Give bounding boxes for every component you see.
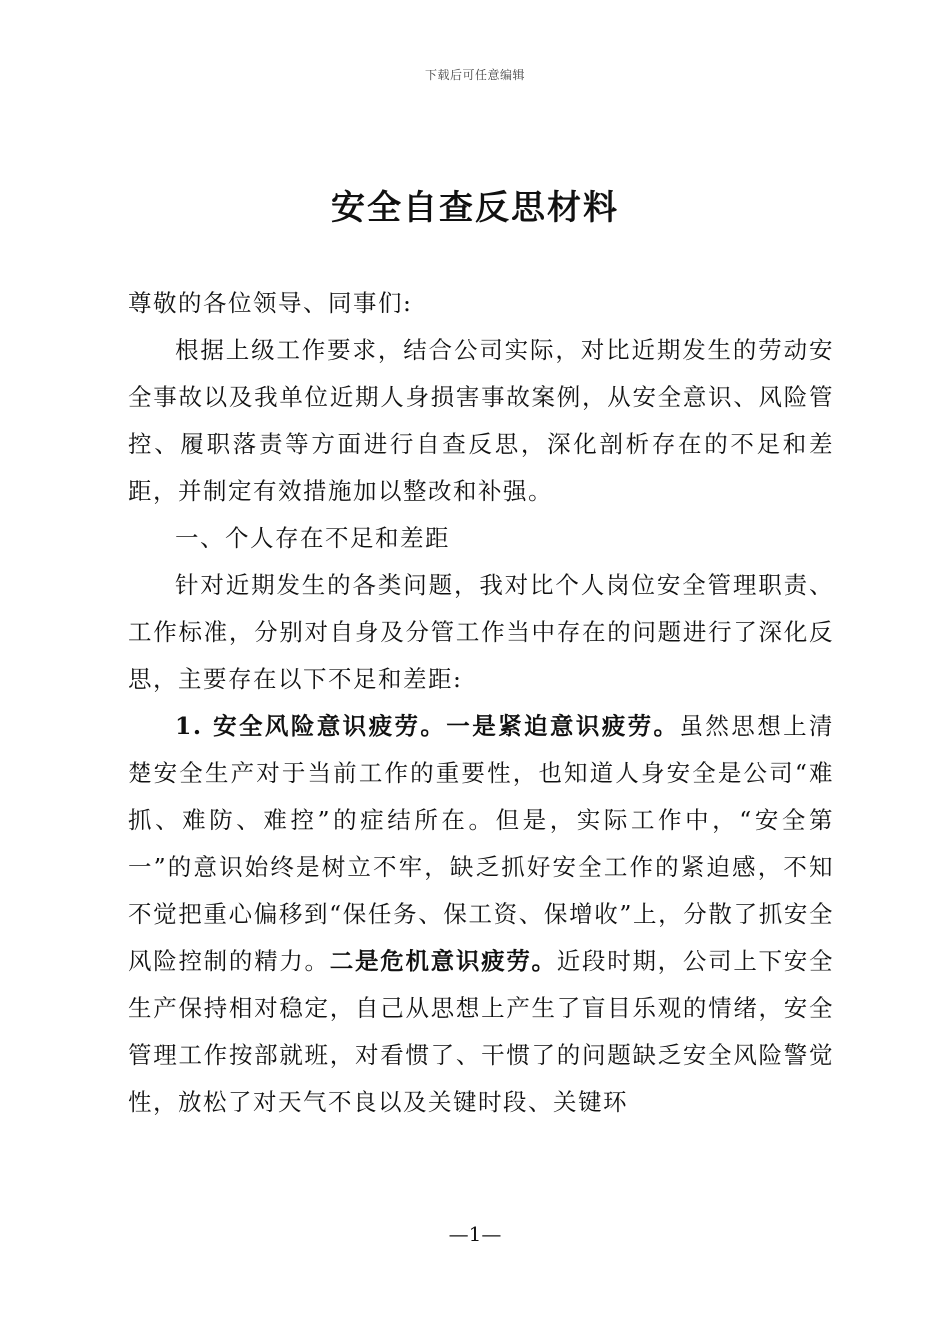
item-paragraph: [128, 703, 834, 1126]
document-body: [128, 280, 834, 1126]
sub-point-text-2: 近段时期，公司上下安全生产保持相对稳定，自己从思想上产生了盲目乐观的情绪，安全管理工作按部就班，对看惯了、干惯了的问题缺乏安全风险警觉性，放松了对天气不良以及关键时段、关键环: [128, 947, 835, 1116]
intro-paragraph: 根据上级工作要求，结合公司实际，对比近期发生的劳动安全事故以及我单位近期人身损害事故案例，从安全意识、风险管控、履职落责等方面进行自查反思，深化剖析存在的不足和差距，并制定有效措施加以整改和补强。: [128, 336, 834, 505]
sub-point-heading-1: 一是紧迫意识疲劳。: [446, 712, 680, 740]
header-note: 下载后可任意编辑: [424, 68, 525, 82]
salutation: 尊敬的各位领导、同事们:: [128, 289, 413, 317]
sub-point-text-1: 虽然思想上清楚安全生产对于当前工作的重要性，也知道人身安全是公司“难抓、难防、难控”的症结所在。但是，实际工作中，“安全第一”的意识始终是树立不牢，缺乏抓好安全工作的紧迫感，不知不觉把重心偏移到“保任务、保工资、保增收”上，分散了抓安全风险控制的精力。: [128, 712, 835, 975]
section-intro-paragraph: 针对近期发生的各类问题，我对比个人岗位安全管理职责、工作标准，分别对自身及分管工作当中存在的问题进行了深化反思，主要存在以下不足和差距:: [128, 571, 834, 693]
sub-point-heading-2: 二是危机意识疲劳。: [329, 947, 557, 975]
page-number: —1—: [448, 1222, 502, 1246]
section-heading: 一、个人存在不足和差距: [175, 524, 450, 552]
document-title: 安全自查反思材料: [331, 188, 619, 228]
item-heading: 1. 安全风险意识疲劳。: [175, 712, 447, 740]
